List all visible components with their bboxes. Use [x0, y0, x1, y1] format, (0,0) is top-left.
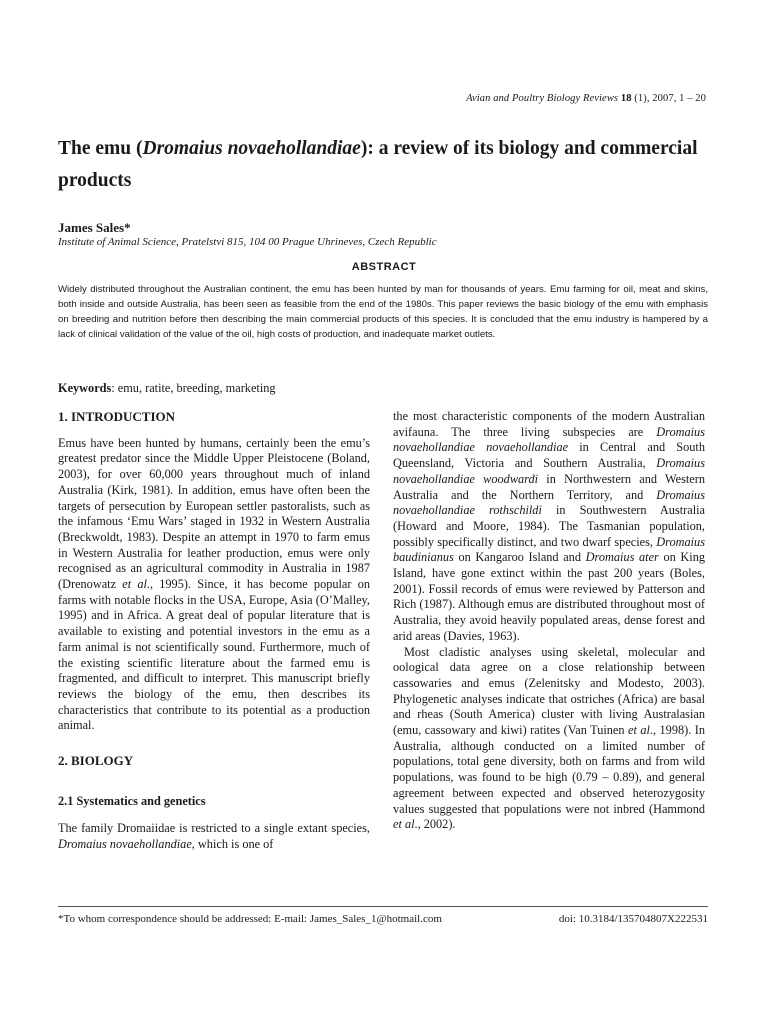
journal-issue: (1), 2007, 1 – 20 — [634, 93, 706, 104]
correspondence-note: *To whom correspondence should be addressed: E-mail: James_Sales_1@hotmail.com — [58, 913, 442, 925]
footnote — [58, 913, 708, 925]
title-part-1: The emu ( — [58, 138, 143, 159]
subspecies-paragraph: the most characteristic components of the modern Australian avifauna. The three living subspecies are Dromaius novaehollandiae novaehollandiae in Central and South Queensland, Victoria and Southern Australia, Dromaius novaehollandiae woodwardi in Northwestern and Western Australia and the Northern Territory, and Dromaius novaehollandiae rothschildi in Southwestern Australia (Howard and Moore, 1984). The Tasmanian population, possibly specifically distinct, and two dwarf species, Dromaius baudinianus on Kangaroo Island and Dromaius ater on King Island, have gone extinct within the past 200 years (Boles, 2001). Fossil records of emus were reviewed by Patterson and Rich (1987). Although emus are distributed throughout most of Australia, they avoid heavily populated areas, dense forest and arid areas (Davies, 1963). — [393, 409, 706, 643]
section-2-heading: 2. BIOLOGY — [58, 753, 134, 769]
keywords — [58, 381, 276, 396]
left-column — [58, 409, 370, 853]
journal-name: Avian and Poultry Biology Reviews — [466, 93, 619, 104]
abstract-heading: ABSTRACT — [351, 261, 417, 273]
keywords-label: Keywords — [58, 381, 112, 395]
systematics-paragraph: The family Dromaiidae is restricted to a single extant species, Dromaius novaehollandiae, which is one of — [58, 821, 370, 852]
title-part-2: ): a review of its biology and commercial products — [58, 138, 698, 191]
running-head — [466, 93, 706, 104]
keywords-list: : emu, ratite, breeding, marketing — [111, 381, 276, 395]
right-column — [393, 409, 705, 833]
article-title — [58, 133, 718, 197]
author-name: James Sales* — [58, 220, 131, 235]
journal-volume: 18 — [620, 93, 632, 104]
abstract-text: Widely distributed throughout the Australian continent, the emu has been hunted by man for thousands of years. Emu farming for oil, meat and skins, both inside and outside Australia, has been seen as feasible from the end of the 1980s. This paper reviews the basic biology of the emu with emphasis on breeding and nutrition before then describing the main commercial products of this species. It is concluded that the emu industry is hampered by a lack of clinical validation of the value of the oil, high costs of production, and inadequate market outlets. — [58, 284, 708, 340]
cladistics-paragraph: Most cladistic analyses using skeletal, molecular and oological data agree on a close relationship between cassowaries and emus (Zelenitsky and Modesto, 2003). Phylogenetic analyses indicate that ostriches (Africa) are basal and rheas (South America) cluster with living Australasian (emu, cassowary and kiwi) ratites (Van Tuinen et al., 1998). In Australia, although conducted on a limited number of populations, total gene diversity, both on farms and from wild populations, was found to be high (0.79 – 0.89), and general agreement between expected and observed heterozygosity values suggested that populations were not inbred (Hammond et al., 2002). — [393, 644, 706, 832]
footnote-rule — [58, 906, 708, 907]
section-1-heading: 1. INTRODUCTION — [58, 409, 176, 424]
subsection-2-1-heading: 2.1 Systematics and genetics — [58, 793, 206, 808]
intro-paragraph: Emus have been hunted by humans, certainly been the emu’s greatest predator since the Middle Upper Pleistocene (Boland, 2003), for over 60,000 years throughout much of inland Australia (Kirk, 1981). In addition, emus have often been the targets of persecution by European settler pastoralists, such as the infamous ‘Emu Wars’ staged in 1932 in Western Australia (Breckwoldt, 1983). Despite an attempt in 1970 to farm emus in Western Australia for leather production, emus were only recognised as an agricultural commodity in Australia in 1987 (Drenowatz et al., 1995). Since, it has become popular on farms with notable flocks in the USA, Europe, Asia (O’Malley, 1995) and in Africa. A great deal of popular literature that is available to existing and potential investors in the emu as a farm animal is not scientifically sound. Furthermore, much of the existing scientific literature about the farmed emu is fragmented, and difficult to interpret. This manuscript briefly reviews the biology of the emu, then describes its characteristics that contribute to its potential as a production animal. — [58, 435, 370, 733]
doi: doi: 10.3184/135704807X222531 — [558, 913, 708, 925]
title-species: Dromaius novaehollandiae — [142, 138, 361, 159]
author-affiliation: Institute of Animal Science, Pratelstvi 815, 104 00 Prague Uhrineves, Czech Republic — [58, 236, 437, 248]
